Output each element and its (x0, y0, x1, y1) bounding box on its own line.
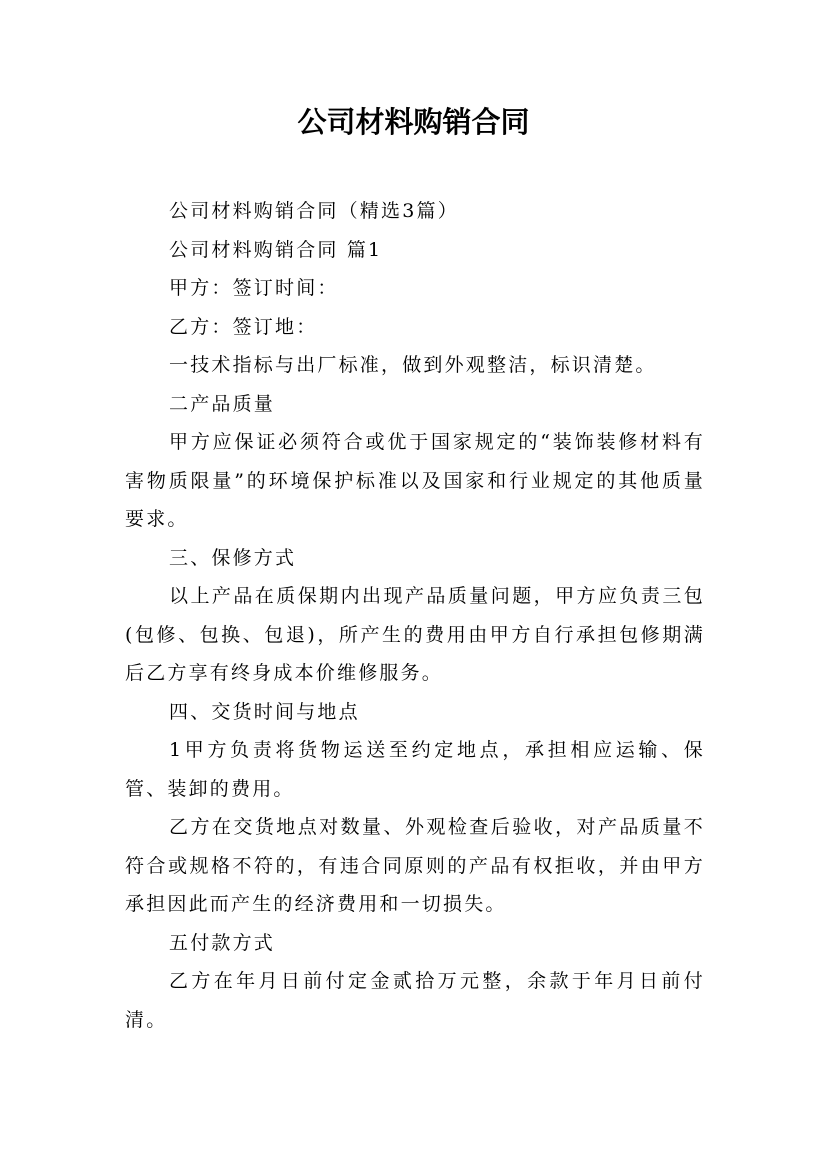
paragraph-party-b: 乙方：签订地： (169, 315, 318, 338)
paragraph-payment-body: 乙方在年月日前付定金贰拾万元整，余款于年月日前付清。 (125, 970, 705, 1031)
paragraph-warranty-body: 以上产品在质保期内出现产品质量问题，甲方应负责三包(包修、包换、包退)，所产生的费用由甲方自行承担包修期满后乙方享有终身成本价维修服务。 (125, 585, 705, 684)
document-body (125, 192, 705, 1039)
paragraph-quality-body: 甲方应保证必须符合或优于国家规定的“装饰装修材料有害物质限量”的环境保护标准以及国家和行业规定的其他质量要求。 (125, 431, 705, 530)
paragraph-delivery-body-1: 1甲方负责将货物运送至约定地点，承担相应运输、保管、装卸的费用。 (125, 739, 705, 800)
paragraph-section-heading: 公司材料购销合同 篇1 (169, 238, 383, 261)
paragraph-heading-quality: 二产品质量 (169, 392, 276, 415)
paragraph-delivery-body-2: 乙方在交货地点对数量、外观检查后验收，对产品质量不符合或规格不符的，有违合同原则的产品有权拒收，并由甲方承担因此而产生的经济费用和一切损失。 (125, 816, 705, 915)
paragraph-technical-standard: 一技术指标与出厂标准，做到外观整洁，标识清楚。 (169, 354, 657, 376)
paragraph-subtitle: 公司材料购销合同（精选3篇） (169, 200, 459, 222)
paragraph-party-a: 甲方：签订时间： (169, 277, 339, 299)
paragraph-heading-warranty: 三、保修方式 (169, 546, 297, 569)
document-title: 公司材料购销合同 (297, 105, 530, 139)
paragraph-heading-delivery: 四、交货时间与地点 (169, 700, 360, 723)
paragraph-heading-payment: 五付款方式 (169, 931, 276, 954)
